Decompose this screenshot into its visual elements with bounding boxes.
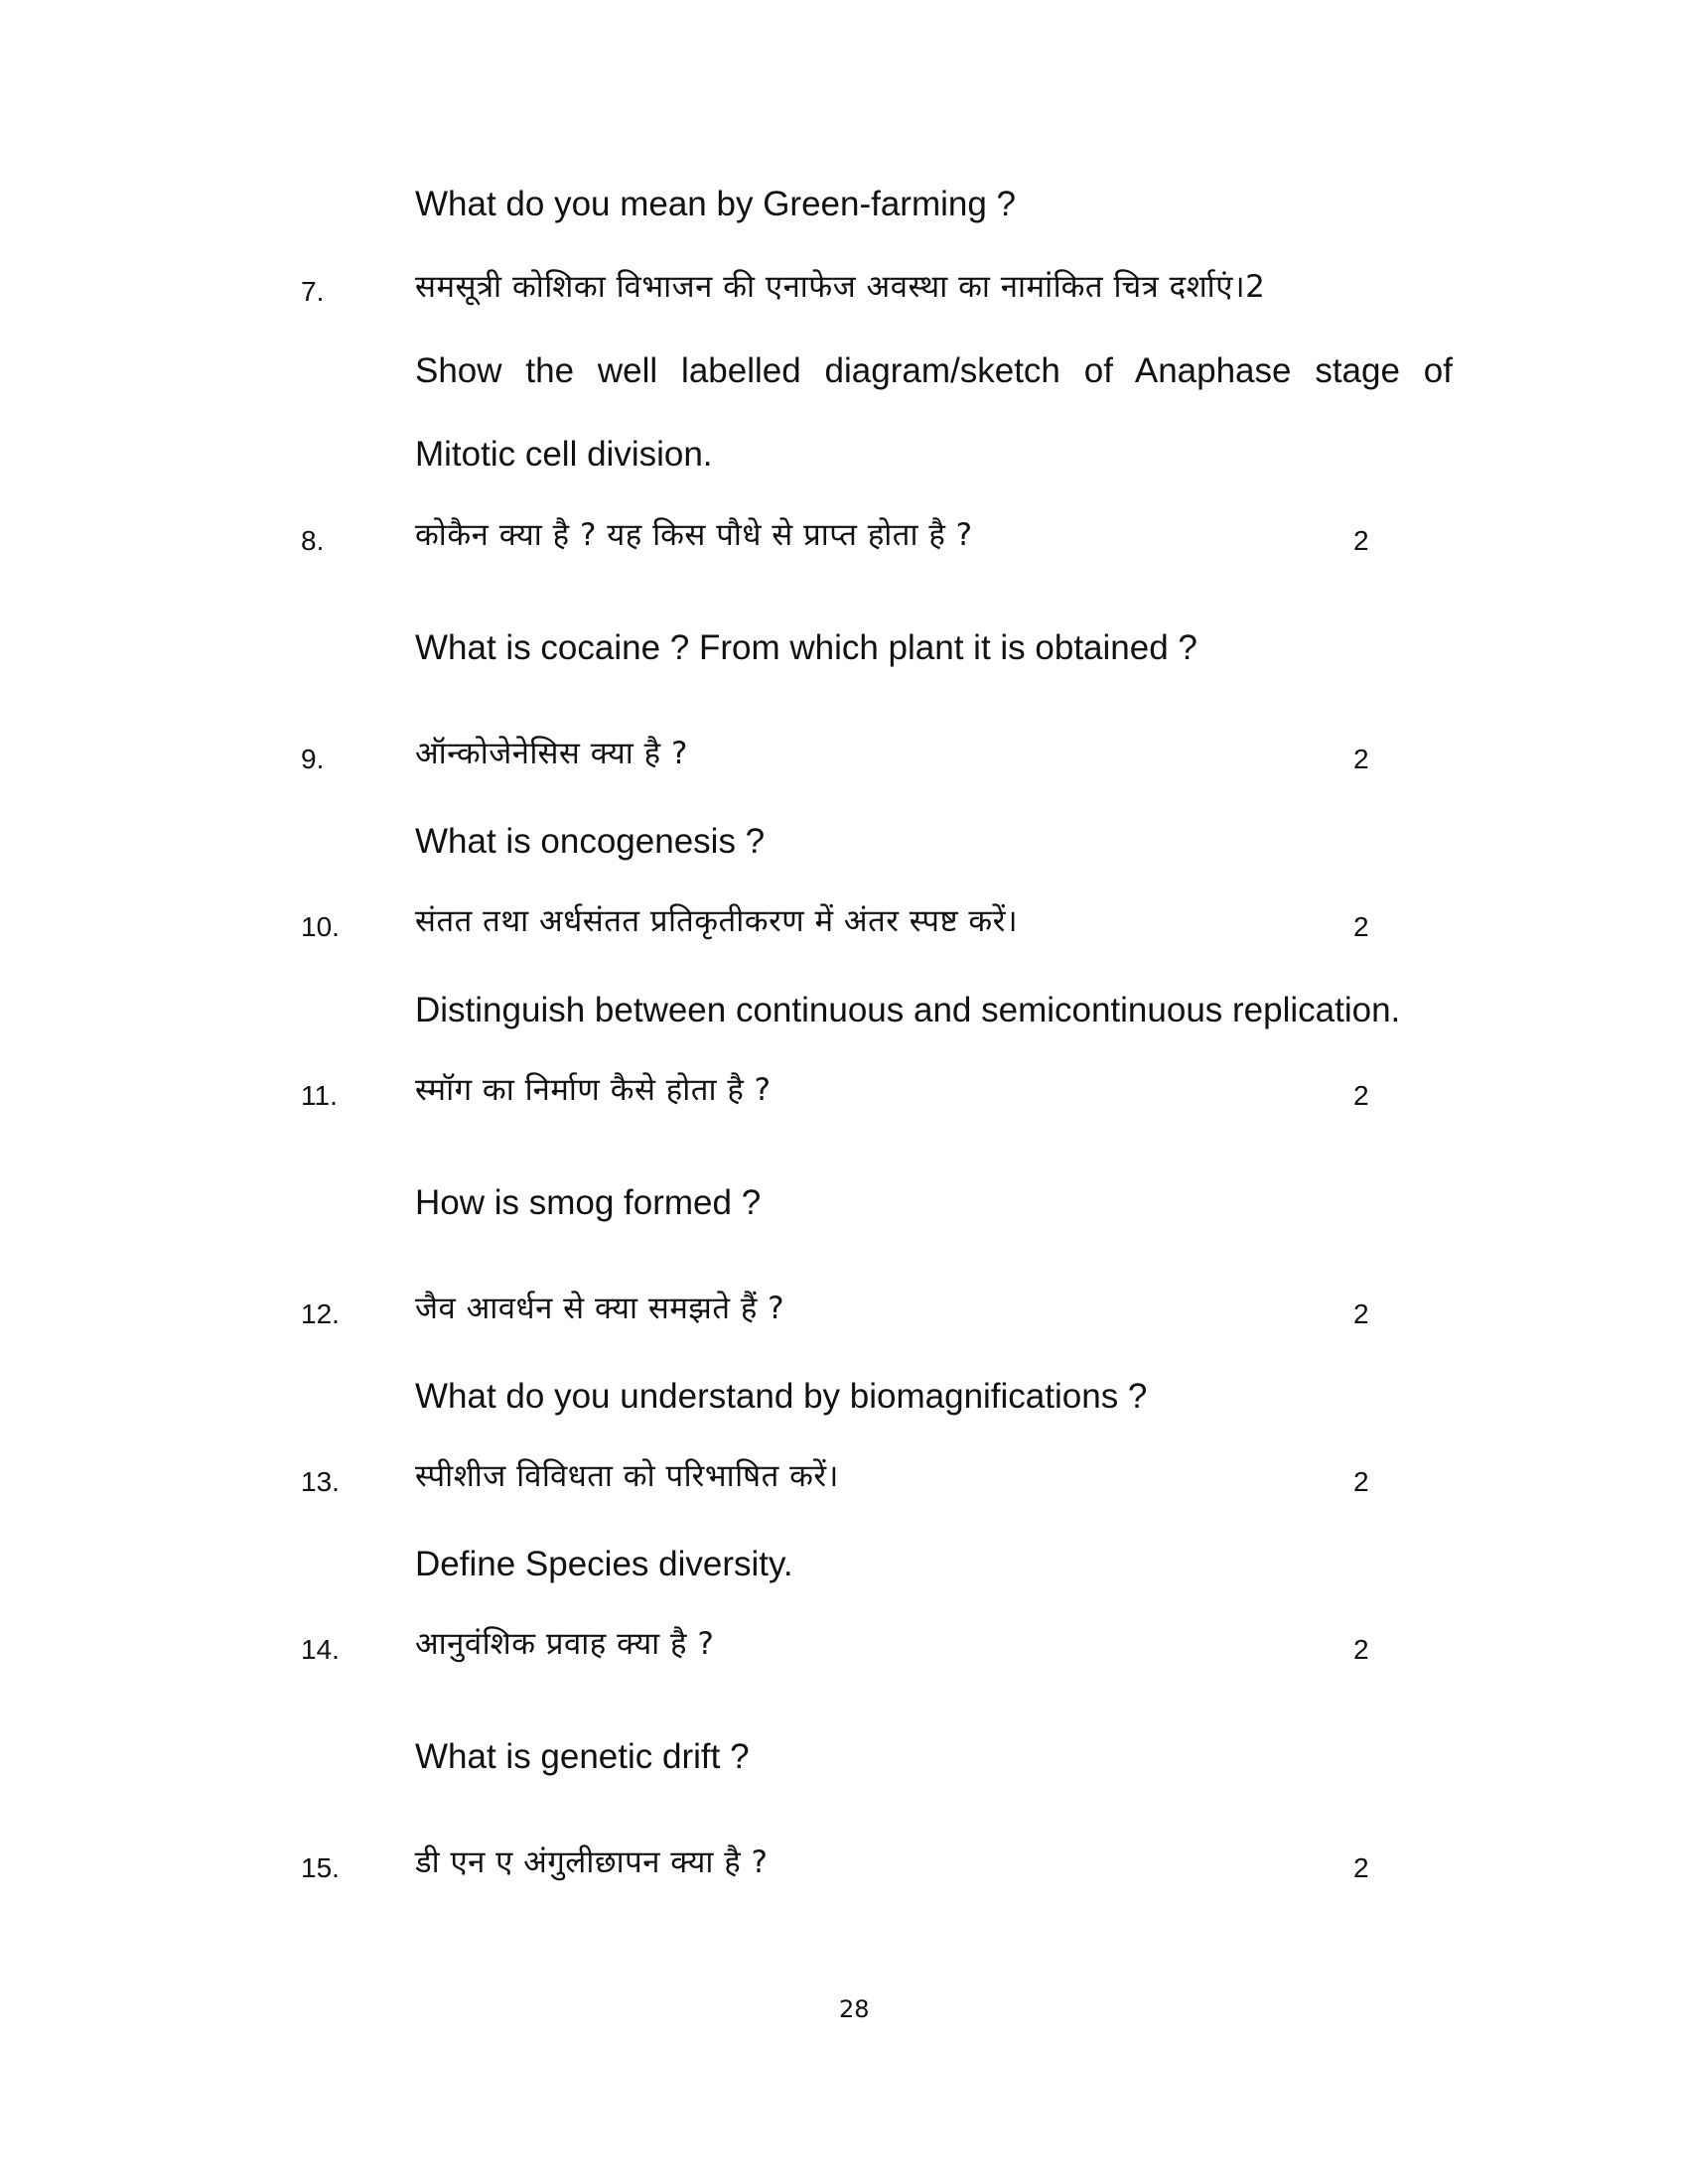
question-13-english: Define Species diversity.	[415, 1545, 793, 1583]
question-14-hindi: आनुवंशिक प्रवाह क्या है ?	[415, 1626, 715, 1662]
question-8-number: 8.	[301, 525, 325, 556]
question-11-english: How is smog formed ?	[415, 1183, 762, 1222]
question-6-english: What do you mean by Green-farming ?	[415, 185, 1017, 223]
question-15-number: 15.	[301, 1852, 340, 1883]
question-12-hindi: जैव आवर्धन से क्या समझते हैं ?	[415, 1291, 785, 1326]
question-10-number: 10.	[301, 911, 340, 942]
question-12-marks: 2	[1353, 1298, 1369, 1329]
question-10-english: Distinguish between continuous and semicontinuous replication.	[415, 991, 1401, 1029]
question-8-hindi: कोकैन क्या है ? यह किस पौधे से प्राप्त होता है ?	[415, 517, 973, 553]
question-11-hindi: स्मॉग का निर्माण कैसे होता है ?	[415, 1072, 772, 1108]
question-13-hindi: स्पीशीज विविधता को परिभाषित करें।	[415, 1458, 839, 1494]
question-9-english: What is oncogenesis ?	[415, 822, 766, 861]
question-11-number: 11.	[301, 1080, 338, 1111]
question-9-marks: 2	[1353, 744, 1369, 774]
question-7-english-line2: Mitotic cell division.	[415, 435, 713, 474]
question-14-english: What is genetic drift ?	[415, 1737, 750, 1776]
question-13-number: 13.	[301, 1466, 340, 1497]
question-10-hindi: संतत तथा अर्धसंतत प्रतिकृतीकरण में अंतर स्पष्ट करें।	[415, 903, 1019, 939]
question-15-hindi: डी एन ए अंगुलीछापन क्या है ?	[415, 1844, 769, 1880]
page-number: 28	[839, 1995, 870, 2023]
question-10-marks: 2	[1353, 911, 1369, 942]
question-7-hindi: समसूत्री कोशिका विभाजन की एनाफेज अवस्था का नामांकित चित्र दर्शाएं।2	[415, 269, 1266, 305]
question-7-english-line1: Show the well labelled diagram/sketch of Anaphase stage of	[415, 351, 1453, 390]
question-14-number: 14.	[301, 1634, 340, 1665]
question-7-number: 7.	[301, 276, 325, 307]
question-8-english: What is cocaine ? From which plant it is obtained ?	[415, 628, 1197, 667]
question-9-number: 9.	[301, 744, 325, 774]
question-8-marks: 2	[1353, 525, 1369, 556]
question-13-marks: 2	[1353, 1466, 1369, 1497]
question-9-hindi: ऑन्कोजेनेसिस क्या है ?	[415, 736, 688, 771]
question-11-marks: 2	[1353, 1080, 1369, 1111]
question-15-marks: 2	[1353, 1852, 1369, 1883]
question-12-number: 12.	[301, 1298, 340, 1329]
question-14-marks: 2	[1353, 1634, 1369, 1665]
question-12-english: What do you understand by biomagnifications ?	[415, 1377, 1148, 1416]
